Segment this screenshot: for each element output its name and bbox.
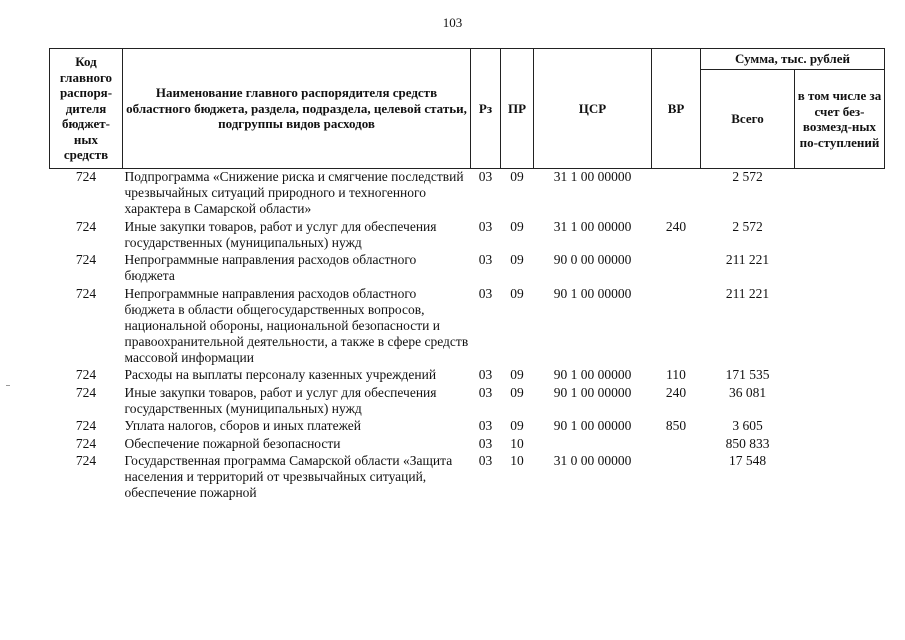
cell-incl xyxy=(795,286,885,368)
cell-rz: 03 xyxy=(478,435,493,451)
cell-code: 724 xyxy=(75,252,97,267)
cell-rz: 03 xyxy=(478,367,493,382)
cell-vr xyxy=(652,252,701,286)
table-row xyxy=(50,219,885,253)
cell-name: Государственная программа Самарской области «Защита населения и территорий от чрезвычайных ситуаций, обеспечение пожарной xyxy=(124,453,453,500)
cell-total: 211 221 xyxy=(725,285,770,301)
cell-rz: 03 xyxy=(478,384,493,400)
cell-name: Непрограммные направления расходов областного бюджета в области общегосударственных вопросов, национальной обороны, национальной безопасности и правоохранительной деятельности, а также в сфере средств массовой информации xyxy=(124,285,469,365)
cell-incl xyxy=(795,385,885,419)
cell-pr: 10 xyxy=(510,435,524,451)
cell-rz: 03 xyxy=(478,218,493,234)
table-row xyxy=(50,385,885,419)
cell-name: Подпрограмма «Снижение риска и смягчение последствий чрезвычайных ситуаций природного и техногенного характера в Самарской области» xyxy=(124,169,464,216)
cell-code: 724 xyxy=(75,418,97,433)
cell-incl xyxy=(795,169,885,219)
table-body xyxy=(50,169,885,503)
cell-code: 724 xyxy=(75,367,97,382)
cell-rz: 03 xyxy=(478,169,493,184)
cell-vr xyxy=(652,436,701,454)
cell-total: 211 221 xyxy=(725,252,770,267)
cell-name: Иные закупки товаров, работ и услуг для обеспечения государственных (муниципальных) нужд xyxy=(124,218,437,250)
cell-vr xyxy=(652,286,701,368)
header-pr: ПР xyxy=(501,49,534,169)
cell-incl xyxy=(795,252,885,286)
header-sum: Сумма, тыс. рублей xyxy=(701,49,885,70)
cell-total: 850 833 xyxy=(725,435,770,451)
cell-csr: 90 1 00 00000 xyxy=(553,367,632,382)
cell-pr: 10 xyxy=(510,453,524,468)
cell-total: 2 572 xyxy=(732,169,763,184)
header-vr: ВР xyxy=(652,49,701,169)
cell-rz: 03 xyxy=(478,453,493,468)
cell-vr: 110 xyxy=(666,367,686,382)
cell-name: Непрограммные направления расходов областного бюджета xyxy=(124,252,417,283)
cell-vr xyxy=(652,453,701,503)
cell-pr: 09 xyxy=(510,367,524,382)
table-row xyxy=(50,453,885,503)
cell-csr xyxy=(534,436,652,454)
cell-code: 724 xyxy=(75,384,97,400)
header-name: Наименование главного распорядителя средств областного бюджета, раздела, подраздела, целевой статьи, подгруппы видов расходов xyxy=(123,49,471,169)
cell-vr: 850 xyxy=(665,418,687,433)
header-incl: в том числе за счет без-возмезд-ных по-ступлений xyxy=(795,70,885,169)
cell-name: Расходы на выплаты персоналу казенных учреждений xyxy=(124,367,437,382)
cell-vr: 240 xyxy=(665,218,687,234)
budget-table xyxy=(49,48,885,503)
cell-code: 724 xyxy=(75,285,97,301)
cell-code: 724 xyxy=(75,435,97,451)
cell-vr xyxy=(652,169,701,219)
cell-incl xyxy=(795,219,885,253)
cell-pr: 09 xyxy=(510,169,524,184)
header-total: Всего xyxy=(701,70,795,169)
cell-csr: 90 1 00 00000 xyxy=(553,285,632,301)
cell-pr: 09 xyxy=(510,218,524,234)
cell-pr: 09 xyxy=(510,384,524,400)
cell-code: 724 xyxy=(75,218,97,234)
margin-mark xyxy=(6,385,10,386)
header-csr: ЦСР xyxy=(534,49,652,169)
page-number: 103 xyxy=(442,15,463,30)
cell-rz: 03 xyxy=(478,418,493,433)
header-code: Код главного распоря-дителя бюджет-ных средств xyxy=(50,49,123,169)
cell-code: 724 xyxy=(75,453,97,468)
table-row xyxy=(50,252,885,286)
cell-name: Иные закупки товаров, работ и услуг для обеспечения государственных (муниципальных) нужд xyxy=(124,384,437,416)
cell-code: 724 xyxy=(75,169,97,184)
cell-csr: 31 1 00 00000 xyxy=(553,169,632,184)
cell-total: 2 572 xyxy=(732,218,763,234)
cell-rz: 03 xyxy=(478,252,493,267)
table-row xyxy=(50,169,885,219)
cell-csr: 90 1 00 00000 xyxy=(553,418,632,433)
cell-name: Обеспечение пожарной безопасности xyxy=(124,435,341,451)
cell-incl xyxy=(795,436,885,454)
cell-incl xyxy=(795,453,885,503)
cell-total: 3 605 xyxy=(732,418,763,433)
header-rz: Рз xyxy=(471,49,501,169)
cell-pr: 09 xyxy=(510,252,524,267)
cell-pr: 09 xyxy=(510,418,524,433)
cell-total: 17 548 xyxy=(728,453,767,468)
cell-csr: 31 1 00 00000 xyxy=(553,218,632,234)
cell-vr: 240 xyxy=(665,384,687,400)
cell-total: 171 535 xyxy=(725,367,770,382)
cell-rz: 03 xyxy=(478,285,493,301)
table-row xyxy=(50,418,885,436)
cell-csr: 31 0 00 00000 xyxy=(553,453,632,468)
table-row xyxy=(50,367,885,385)
cell-csr: 90 1 00 00000 xyxy=(553,384,632,400)
cell-csr: 90 0 00 00000 xyxy=(553,252,632,267)
cell-incl xyxy=(795,418,885,436)
table-header xyxy=(50,49,885,169)
cell-total: 36 081 xyxy=(728,384,767,400)
cell-incl xyxy=(795,367,885,385)
table-row xyxy=(50,286,885,368)
cell-pr: 09 xyxy=(510,285,524,301)
table-row xyxy=(50,436,885,454)
cell-name: Уплата налогов, сборов и иных платежей xyxy=(124,418,361,433)
